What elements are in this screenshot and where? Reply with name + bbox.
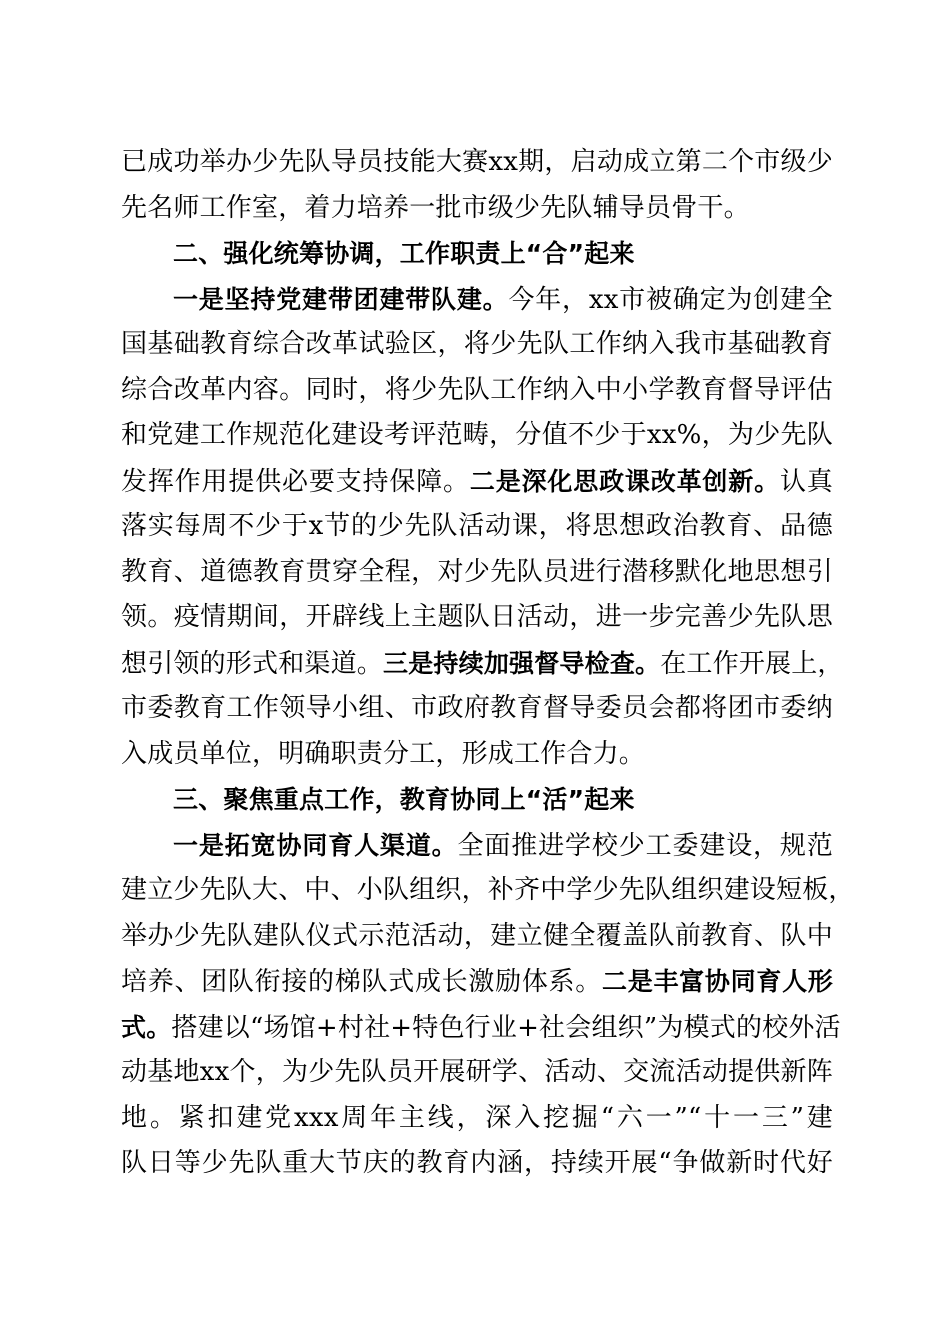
body-line: 一是坚持党建带团建带队建。今年，xx市被确定为创建全 [173, 284, 833, 315]
bold-lead: 二是深化思政课改革创新。 [469, 466, 780, 496]
body-line: 想引领的形式和渠道。三是持续加强督导检查。在工作开展上， [121, 648, 844, 679]
section-heading-3: 三、聚焦重点工作，教育协同上“活”起来 [173, 785, 635, 814]
body-line: 国基础教育综合改革试验区，将少先队工作纳入我市基础教育 [121, 329, 833, 359]
body-line: 领。疫情期间，开辟线上主题队日活动，进一步完善少先队思 [121, 602, 833, 632]
body-line: 综合改革内容。同时，将少先队工作纳入中小学教育督导评估 [121, 374, 833, 405]
body-line: 落实每周不少于x节的少先队活动课，将思想政治教育、品德 [121, 511, 833, 541]
body-line: 建立少先队大、中、小队组织，补齐中学少先队组织建设短板， [121, 875, 855, 905]
bold-lead: 一是拓宽协同育人渠道。 [173, 830, 458, 860]
bold-lead: 三是持续加强督导检查。 [383, 648, 661, 678]
body-line: 已成功举办少先队导员技能大赛xx期，启动成立第二个市级少 [121, 147, 833, 177]
body-line: 先名师工作室，着力培养一批市级少先队辅导员骨干。 [121, 192, 750, 223]
body-line: 举办少先队建队仪式示范活动，建立健全覆盖队前教育、队中 [121, 920, 833, 951]
body-line: 动基地xx个，为少先队员开展研学、活动、交流活动提供新阵 [121, 1057, 833, 1087]
body-line: 一是拓宽协同育人渠道。全面推进学校少工委建设，规范 [173, 830, 833, 861]
body-line: 和党建工作规范化建设考评范畴，分值不少于xx%，为少先队 [121, 420, 833, 450]
bold-lead: 一是坚持党建带团建带队建。 [173, 284, 509, 314]
section-heading-2: 二、强化统筹协调，工作职责上“合”起来 [173, 239, 635, 268]
body-line: 队日等少先队重大节庆的教育内涵，持续开展“争做新时代好 [121, 1148, 833, 1178]
bold-lead: 二是丰富协同育人形 [602, 967, 833, 996]
document-body [121, 140, 855, 1187]
bold-lead: 式。 [121, 1012, 172, 1042]
body-line: 教育、道德教育贯穿全程，对少先队员进行潜移默化地思想引 [121, 556, 833, 587]
body-line: 地。紧扣建党xxx周年主线，深入挖掘“六一”“十一三”建 [121, 1102, 833, 1133]
body-line: 市委教育工作领导小组、市政府教育督导委员会都将团市委纳 [121, 693, 833, 723]
body-line: 培养、团队衔接的梯队式成长激励体系。二是丰富协同育人形 [121, 967, 833, 997]
body-line: 入成员单位，明确职责分工，形成工作合力。 [121, 738, 646, 769]
body-line: 式。搭建以“场馆+村社+特色行业+社会组织”为模式的校外活 [121, 1012, 841, 1043]
body-line: 发挥作用提供必要支持保障。二是深化思政课改革创新。认真 [121, 466, 833, 497]
